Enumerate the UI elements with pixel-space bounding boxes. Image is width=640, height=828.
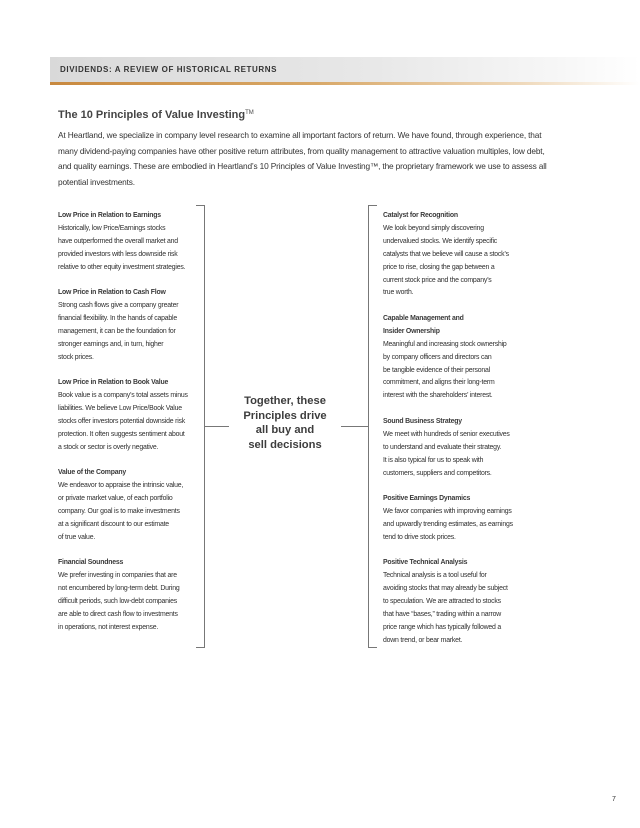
center-statement: Together, these Principles drive all buy and sell decisions — [243, 395, 327, 451]
principle-title: Catalyst for Recognition — [383, 212, 458, 219]
principle-item — [58, 377, 258, 454]
principle-description: Technical analysis is a tool useful for avoiding stocks that may already be subject to speculation. We are attracted to stocks that have “bases,” trading within a narrow price range which has typically followed a down trend, or bear market. — [383, 572, 508, 644]
principle-title: Sound Business Strategy — [383, 417, 462, 425]
principle-item — [383, 416, 533, 481]
right-connector-line — [341, 426, 368, 427]
principle-description: We meet with hundreds of senior executives to understand and evaluate their strategy. It is also typical for us to speak with customers, suppliers and competitors. — [383, 430, 510, 477]
principle-description: Strong cash flows give a company greater financial flexibility. In the hands of capable management, it can be the foundation for stronger earnings and, in turn, higher stock prices. — [58, 302, 179, 361]
intro-paragraph: At Heartland, we specialize in company level research to examine all important factors of return. We have found, through experience, that many dividend-paying companies have other positive return attributes, from quality management to attractive valuation multiples, low debt, and quality earnings. These are embodied in Heartland’s 10 Principles of Value Investing™, the proprietary framework we use to assess all potential investments. — [58, 130, 547, 187]
principle-title: Low Price in Relation to Earnings — [58, 212, 161, 219]
principle-description: Meaningful and increasing stock ownership by company officers and directors can be tangible evidence of their personal commitment, and aligns their long-term interest with the shareholders’ interest. — [383, 340, 507, 400]
trademark-mark: TM — [245, 110, 254, 116]
left-bracket — [196, 205, 205, 648]
principle-description: We look beyond simply discovering undervalued stocks. We identify specific catalysts that we believe will cause a stock’s price to rise, closing the gap between a current stock price and the company’s true worth. — [383, 224, 509, 297]
principle-item — [383, 557, 533, 647]
principle-description: We favor companies with improving earnings and upwardly trending estimates, as earnings tend to drive stock prices. — [383, 507, 513, 541]
principle-description: Historically, low Price/Earnings stocks have outperformed the overall market and provided investors with less downside risk relative to other equity investment strategies. — [58, 224, 186, 271]
principle-title: Positive Technical Analysis — [383, 559, 468, 567]
principle-item — [58, 210, 258, 275]
right-bracket — [368, 205, 377, 648]
page-number: 7 — [612, 796, 616, 803]
principle-description: Book value is a company’s total assets minus liabilities. We believe Low Price/Book Value stocks offer investors potential downside risk protection. It often suggests sentiment about a stock or sector is overly negative. — [58, 392, 188, 451]
principle-title: Financial Soundness — [58, 559, 124, 567]
principle-title: Low Price in Relation to Cash Flow — [58, 289, 166, 297]
left-principles-column — [58, 210, 258, 647]
principle-item — [58, 557, 258, 634]
principle-item — [58, 287, 258, 364]
principle-item — [383, 313, 533, 403]
page-title-text: The 10 Principles of Value Investing — [58, 109, 246, 121]
principle-title: Capable Management and Insider Ownership — [383, 314, 464, 335]
principle-description: We endeavor to appraise the intrinsic value, or private market value, of each portfolio company. Our goal is to make investments at a significant discount to our estimate of true value. — [58, 482, 184, 541]
right-principles-column — [383, 210, 533, 660]
principle-item — [383, 493, 533, 545]
principle-title: Positive Earnings Dynamics — [383, 495, 471, 502]
principle-item — [383, 210, 533, 300]
section-title: DIVIDENDS: A REVIEW OF HISTORICAL RETURNS — [60, 65, 278, 74]
principle-item — [58, 467, 258, 544]
left-connector-line — [205, 426, 229, 427]
principle-title: Low Price in Relation to Book Value — [58, 379, 169, 387]
section-header-rule — [50, 82, 640, 85]
principle-title: Value of the Company — [58, 469, 126, 477]
page-title — [58, 109, 254, 121]
principle-description: We prefer investing in companies that are not encumbered by long-term debt. During difficult periods, such low-debt companies are able to direct cash flow to investments in operations, not interest expense. — [58, 572, 180, 631]
